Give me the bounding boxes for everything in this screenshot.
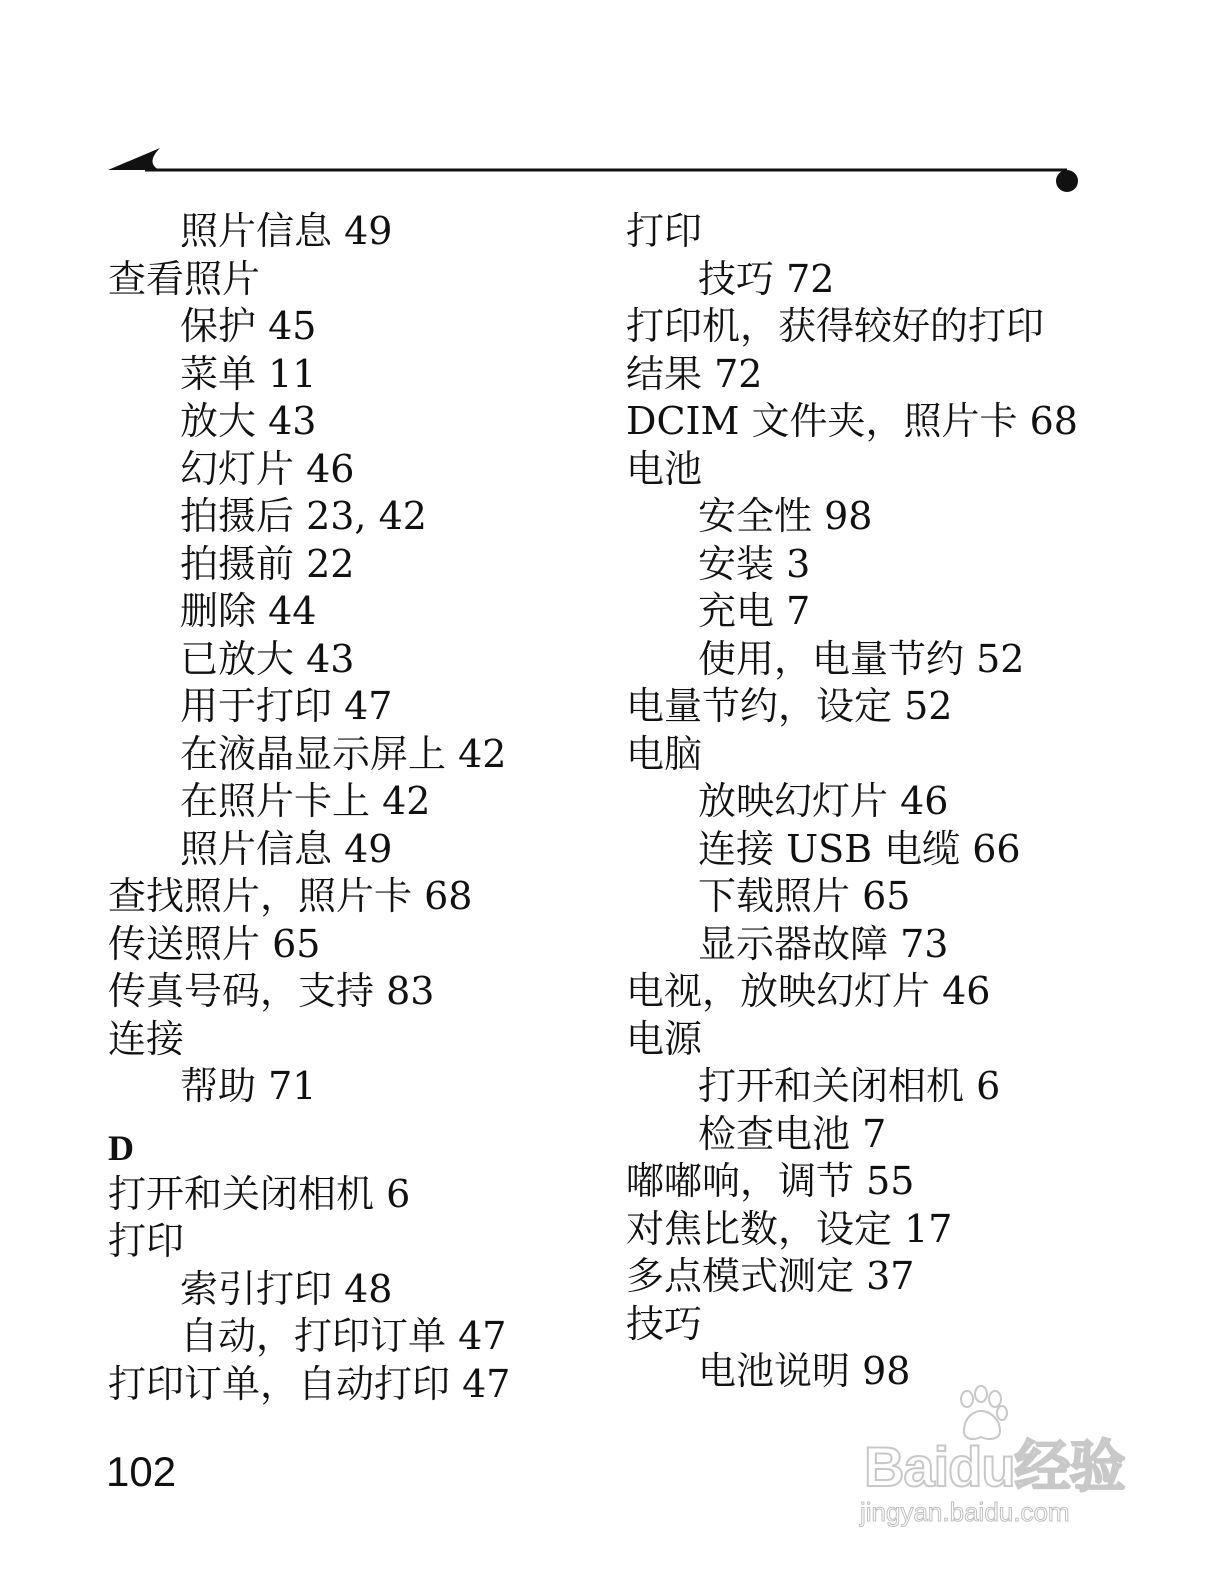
index-entry: 连接 [108, 1016, 185, 1061]
index-subentry: 照片信息 49 [180, 826, 393, 871]
index-entry: 打印 [108, 1219, 185, 1263]
index-subentry: 检查电池 7 [698, 1111, 887, 1156]
watermark-url: jingyan.baidu.com [860, 1497, 1070, 1527]
index-entry: 技巧 [626, 1301, 703, 1346]
index-subentry: 技巧 72 [698, 256, 835, 301]
index-column-right [626, 208, 1146, 1396]
index-entry: 嘟嘟响，调节 55 [626, 1159, 915, 1203]
index-entry: 电脑 [626, 731, 703, 776]
index-subentry: 用于打印 47 [180, 684, 393, 728]
index-subentry: 删除 44 [180, 589, 317, 633]
index-entry: 电源 [626, 1016, 703, 1061]
index-subentry: 幻灯片 46 [180, 446, 355, 491]
index-subentry: 安全性 98 [698, 494, 873, 538]
index-subentry: 已放大 43 [180, 636, 355, 681]
index-subentry: 照片信息 49 [180, 209, 393, 253]
index-entry: 结果 72 [626, 351, 763, 396]
index-entry: 电视，放映幻灯片 46 [626, 969, 991, 1013]
index-subentry: 打开和关闭相机 6 [698, 1064, 1001, 1108]
index-subentry: 放大 43 [180, 399, 317, 443]
index-subentry: 菜单 11 [180, 351, 317, 396]
header-rule-ornament [105, 140, 1085, 200]
index-subentry: 连接 USB 电缆 66 [698, 826, 1021, 871]
index-subentry: 索引打印 48 [180, 1266, 393, 1311]
index-entry: DCIM 文件夹，照片卡 68 [626, 399, 1078, 443]
page-number: 102 [106, 1448, 177, 1495]
index-subentry: 自动，打印订单 47 [180, 1314, 507, 1358]
index-entry: 电量节约，设定 52 [626, 684, 953, 728]
index-subentry: 安装 3 [698, 541, 811, 586]
index-entry: 打印订单，自动打印 47 [108, 1361, 511, 1406]
index-subentry: 拍摄前 22 [180, 541, 355, 586]
index-subentry: 显示器故障 73 [698, 921, 949, 966]
index-entry: 打开和关闭相机 6 [108, 1171, 411, 1216]
index-section-heading: D [108, 1127, 134, 1168]
index-subentry: 在液晶显示屏上 42 [180, 731, 507, 776]
index-entry: 多点模式测定 37 [626, 1254, 915, 1298]
index-column-left [108, 208, 628, 1408]
index-subentry: 保护 45 [180, 304, 317, 348]
index-subentry: 拍摄后 23, 42 [180, 494, 427, 538]
index-entry: 电池 [626, 446, 703, 491]
index-entry: 传真号码，支持 83 [108, 969, 435, 1013]
index-subentry: 电池说明 98 [698, 1349, 911, 1393]
index-entry: 打印机，获得较好的打印 [626, 304, 1045, 348]
watermark-brand: Baidu经验 [864, 1435, 1125, 1498]
index-subentry: 在照片卡上 42 [180, 779, 431, 823]
index-subentry: 下载照片 65 [698, 874, 911, 918]
index-subentry: 帮助 71 [180, 1064, 317, 1108]
index-entry: 查找照片，照片卡 68 [108, 874, 473, 918]
index-entry: 传送照片 65 [108, 921, 321, 966]
baidu-watermark [850, 1385, 1150, 1535]
index-subentry: 放映幻灯片 46 [698, 779, 949, 823]
index-entry: 对焦比数，设定 17 [626, 1206, 953, 1251]
index-entry: 打印 [626, 209, 703, 253]
index-subentry: 使用，电量节约 52 [698, 636, 1025, 681]
index-subentry: 充电 7 [698, 589, 811, 633]
index-entry: 查看照片 [108, 256, 261, 301]
